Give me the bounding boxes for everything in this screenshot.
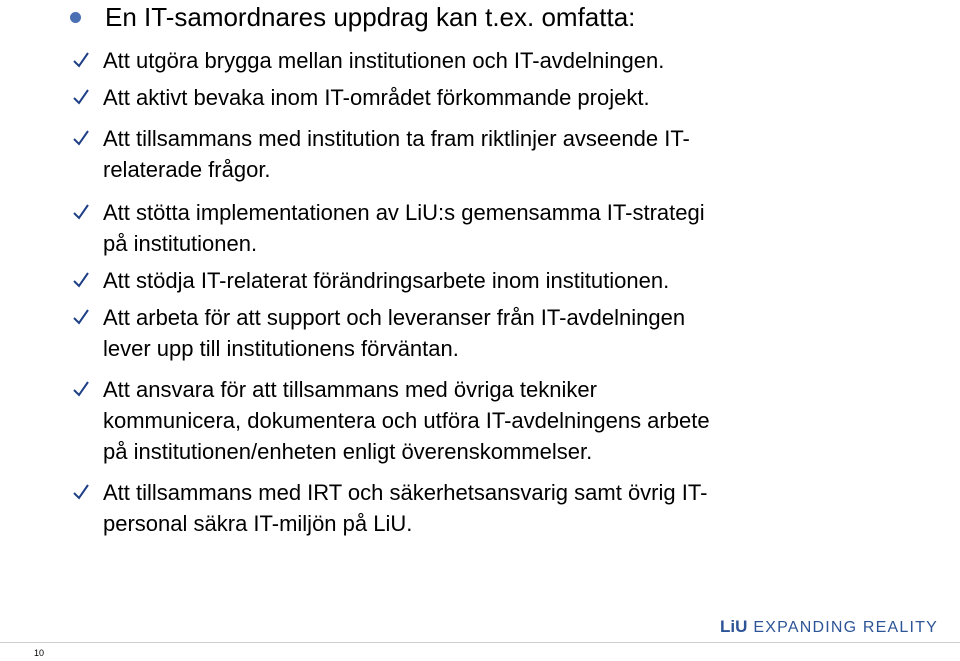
- list-item-text: Att aktivt bevaka inom IT-området förkommande projekt.: [103, 85, 650, 110]
- list-item: [72, 374, 872, 467]
- list-item: [72, 302, 872, 364]
- list-item: [72, 265, 872, 296]
- checkmark-icon: [72, 82, 102, 113]
- slide-heading: En IT-samordnares uppdrag kan t.ex. omfatta:: [105, 2, 636, 32]
- list-item-text: Att tillsammans med IRT och säkerhetsansvarig samt övrig IT- personal säkra IT-miljön på LiU.: [103, 480, 708, 536]
- checkmark-icon: [72, 197, 102, 228]
- list-item-text: Att tillsammans med institution ta fram riktlinjer avseende IT- relaterade frågor.: [103, 126, 690, 182]
- list-item: [72, 477, 872, 539]
- checkmark-icon: [72, 477, 102, 508]
- list-item-text: Att stötta implementationen av LiU:s gemensamma IT-strategi på institutionen.: [103, 200, 705, 256]
- list-item: [72, 123, 872, 185]
- list-item: [72, 197, 872, 259]
- bullet-dot-icon: [70, 12, 81, 23]
- slide-heading-row: [70, 0, 635, 34]
- list-item-text: Att utgöra brygga mellan institutionen och IT-avdelningen.: [103, 48, 665, 73]
- footer-divider: [0, 642, 960, 643]
- list-item-text: Att arbeta för att support och leveranser från IT-avdelningen lever upp till institutionens förväntan.: [103, 305, 686, 361]
- checkmark-icon: [72, 123, 102, 154]
- checklist: [72, 45, 872, 539]
- list-item: [72, 82, 872, 113]
- list-item-text: Att stödja IT-relaterat förändringsarbete inom institutionen.: [103, 268, 670, 293]
- page-number: 10: [34, 648, 45, 658]
- logo-wordmark: LiU: [720, 617, 748, 636]
- list-item-text: Att ansvara för att tillsammans med övriga tekniker kommunicera, dokumentera och utföra IT-avdelningens arbete på institutionen/enheten enligt överenskommelser.: [103, 377, 710, 464]
- logo-tagline: EXPANDING REALITY: [753, 619, 938, 636]
- list-item: [72, 45, 872, 76]
- checkmark-icon: [72, 302, 102, 333]
- checkmark-icon: [72, 265, 102, 296]
- checkmark-icon: [72, 45, 102, 76]
- checkmark-icon: [72, 374, 102, 405]
- liu-logo: [720, 617, 938, 637]
